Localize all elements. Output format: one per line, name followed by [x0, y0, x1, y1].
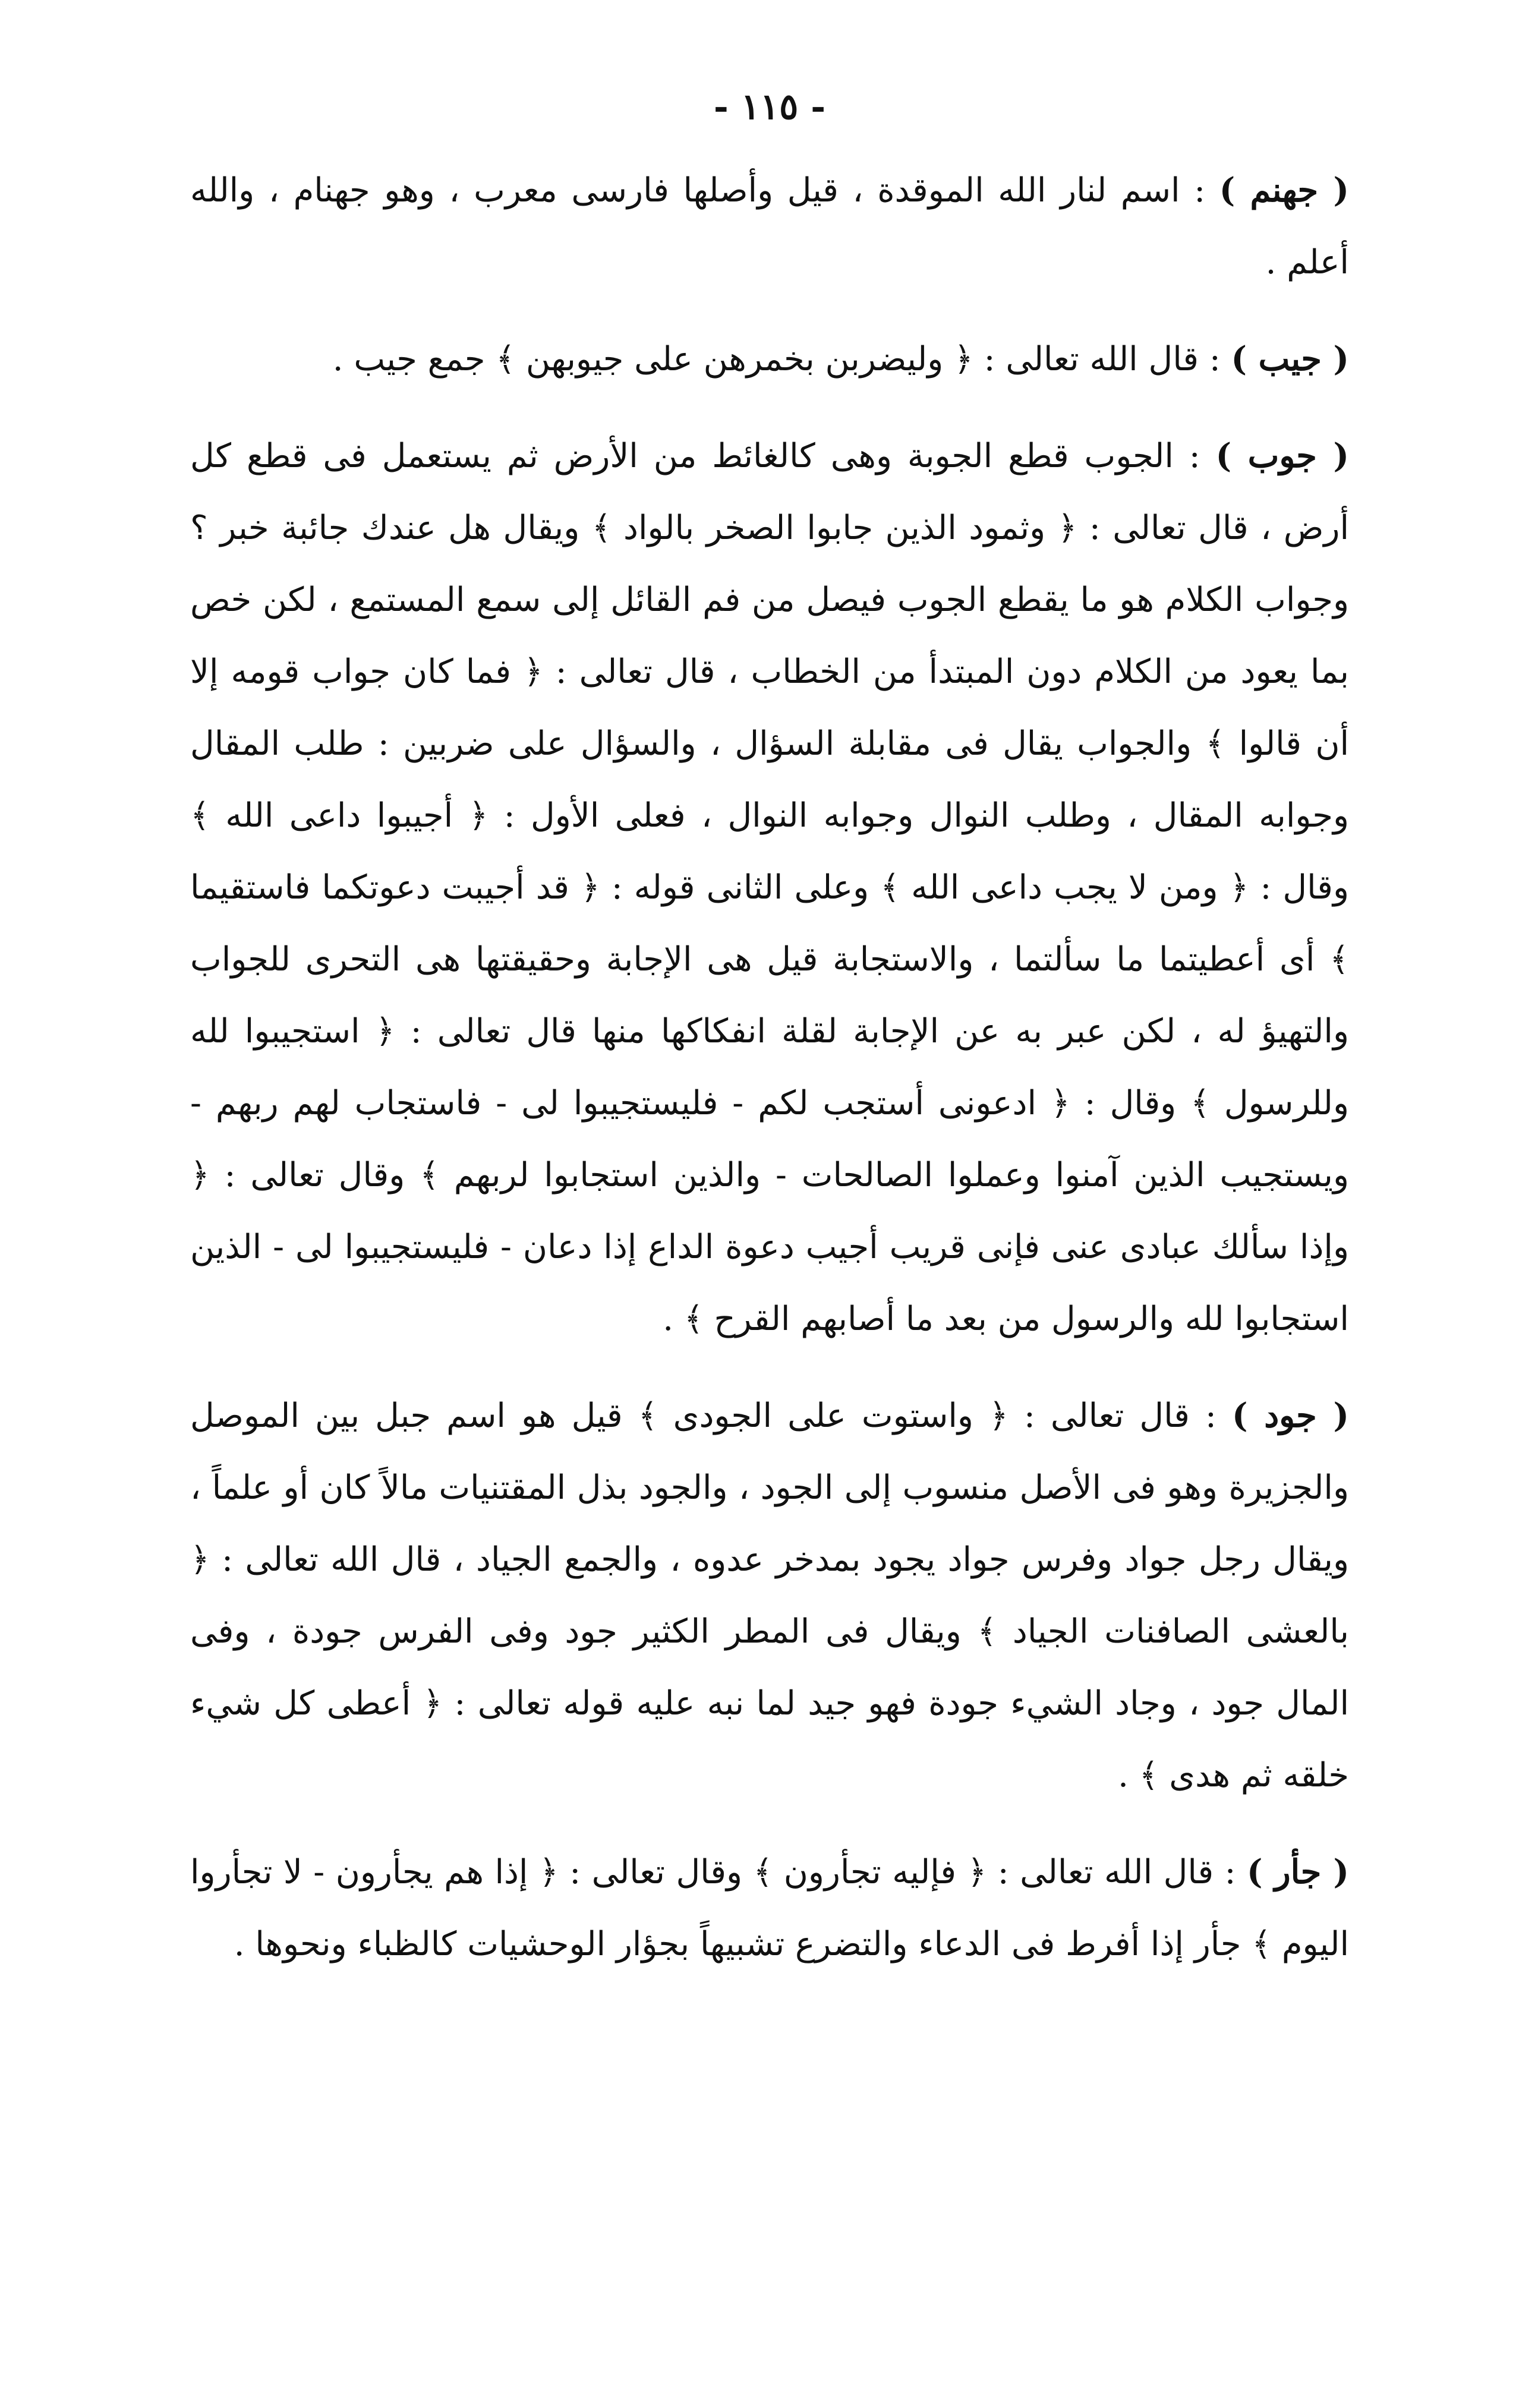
entry-text: : الجوب قطع الجوبة وهى كالغائط من الأرض ثم يستعمل فى قطع كل أرض ، قال تعالى : ﴿ وثمود الذين جابوا الصخر بالواد ﴾ ويقال هل عندك جائبة خبر ؟ وجواب الكلام هو ما يقطع الجوب فيصل من فم القائل إلى سمع المستمع ، لكن خص بما يعود من الكلام دون المبتدأ من الخطاب ، قال تعالى : ﴿ فما كان جواب قومه إلا أن قالوا ﴾ والجواب يقال فى مقابلة السؤال ، والسؤال على ضربين : طلب المقال وجوابه المقال ، وطلب النوال وجوابه النوال ، فعلى الأول : ﴿ أجيبوا داعى الله ﴾ وقال : ﴿ ومن لا يجب داعى الله ﴾ وعلى الثانى قوله : ﴿ قد أجيبت دعوتكما فاستقيما ﴾ أى أعطيتما ما سألتما ، والاستجابة قيل هى الإجابة وحقيقتها هى التحرى للجواب والتهيؤ له ، لكن عبر به عن الإجابة لقلة انفكاكها منها قال تعالى : ﴿ استجيبوا لله وللرسول ﴾ وقال : ﴿ ادعونى أستجب لكم - فليستجيبوا لى - فاستجاب لهم ربهم - ويستجيب الذين آمنوا وعملوا الصالحات - والذين استجابوا لربهم ﴾ وقال تعالى : ﴿ وإذا سألك عبادى عنى فإنى قريب أجيب دعوة الداع إذا دعان - فليستجيبوا لى - الذين استجابوا لله والرسول من بعد ما أصابهم القرح ﴾ .: [190, 437, 1349, 1338]
entry-heading: ( جيب ): [1231, 339, 1349, 379]
entry-jawb: [190, 420, 1349, 1355]
entry-heading: ( جهنم ): [1219, 171, 1349, 210]
entry-jahannam: [190, 155, 1349, 298]
page-number: - ١١٥ -: [713, 86, 826, 128]
entry-jawd: [190, 1380, 1349, 1811]
document-page: [190, 86, 1349, 2347]
entry-text: : قال الله تعالى : ﴿ وليضربن بخمرهن على جيوبهن ﴾ جمع جيب .: [332, 340, 1231, 379]
entry-text: : قال تعالى : ﴿ واستوت على الجودى ﴾ قيل هو اسم جبل بين الموصل والجزيرة وهو فى الأصل منسوب إلى الجود ، والجود بذل المقتنيات مالاً كان أو علماً ، ويقال رجل جواد وفرس جواد يجود بمدخر عدوه ، والجمع الجياد ، قال الله تعالى : ﴿ بالعشى الصافنات الجياد ﴾ ويقال فى المطر الكثير جود وفى الفرس جودة ، وفى المال جود ، وجاد الشيء جودة فهو جيد لما نبه عليه قوله تعالى : ﴿ أعطى كل شيء خلقه ثم هدى ﴾ .: [190, 1397, 1349, 1795]
entry-text: : اسم لنار الله الموقدة ، قيل وأصلها فارسى معرب ، وهو جهنام ، والله أعلم .: [190, 171, 1349, 282]
entry-heading: ( جوب ): [1215, 436, 1349, 475]
entry-text: : قال الله تعالى : ﴿ فإليه تجأرون ﴾ وقال تعالى : ﴿ إذا هم يجأرون - لا تجأروا اليوم ﴾ جأر إذا أفرط فى الدعاء والتضرع تشبيهاً بجؤار الوحشيات كالظباء ونحوها .: [190, 1853, 1349, 1963]
entry-heading: ( جأر ): [1246, 1852, 1349, 1892]
entry-jayb: [190, 323, 1349, 395]
entry-jaar: [190, 1836, 1349, 1980]
entry-heading: ( جود ): [1231, 1396, 1349, 1435]
